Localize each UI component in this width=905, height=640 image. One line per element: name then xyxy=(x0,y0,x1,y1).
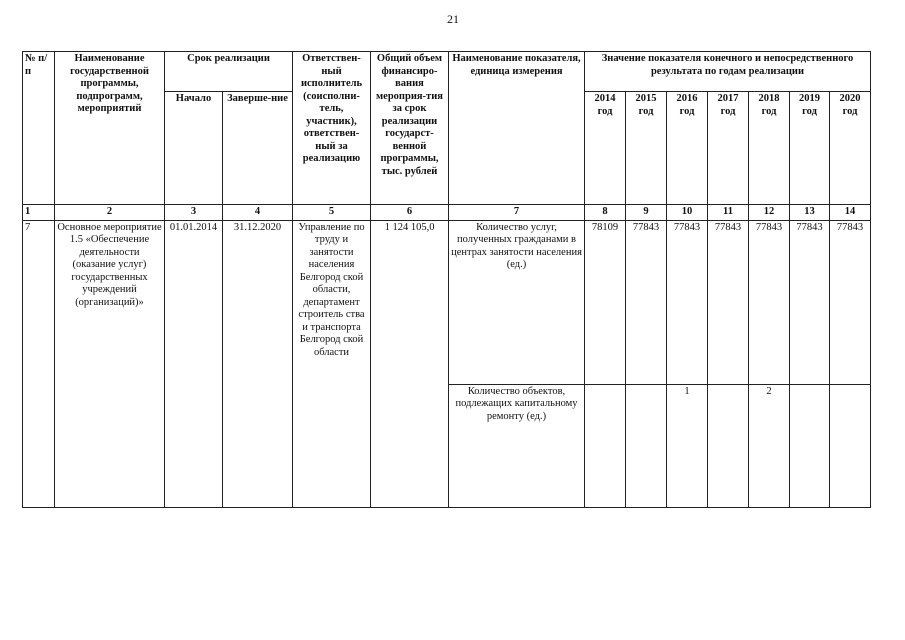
header-indicator-name: Наименование показателя, единица измерения xyxy=(449,52,585,205)
header-indicator-values: Значение показателя конечного и непосредственного результата по годам реализации xyxy=(585,52,871,92)
col-number: 5 xyxy=(293,205,371,221)
col-number: 6 xyxy=(371,205,449,221)
header-year-2015: 2015 год xyxy=(626,92,667,205)
column-number-row xyxy=(23,205,871,221)
col-number: 8 xyxy=(585,205,626,221)
header-year-2017: 2017 год xyxy=(708,92,749,205)
header-name: Наименование государственной программы, подпрограмм, мероприятий xyxy=(55,52,165,205)
value-2016: 77843 xyxy=(667,220,708,384)
col-number: 1 xyxy=(23,205,55,221)
value-2016: 1 xyxy=(667,384,708,507)
value-2019 xyxy=(790,384,830,507)
col-number: 9 xyxy=(626,205,667,221)
header-num: № п/п xyxy=(23,52,55,205)
value-2015 xyxy=(626,384,667,507)
value-2017: 77843 xyxy=(708,220,749,384)
value-2018: 2 xyxy=(749,384,790,507)
indicator-name-2: Количество объектов, подлежащих капитальному ремонту (ед.) xyxy=(449,384,585,507)
indicator-name-1: Количество услуг, полученных гражданами в центрах занятости населения (ед.) xyxy=(449,220,585,384)
program-table xyxy=(22,51,871,508)
col-number: 10 xyxy=(667,205,708,221)
funding-total: 1 124 105,0 xyxy=(371,220,449,507)
header-row-1 xyxy=(23,52,871,92)
value-2017 xyxy=(708,384,749,507)
responsible-executor: Управление по труду и занятости населения Белгород ской области, департамент строитель ства и транспорта Белгород ской области xyxy=(293,220,371,507)
header-year-2019: 2019 год xyxy=(790,92,830,205)
value-2015: 77843 xyxy=(626,220,667,384)
table-row xyxy=(23,220,871,384)
col-number: 7 xyxy=(449,205,585,221)
page-number: 21 xyxy=(447,12,459,26)
header-funding: Общий объем финансиро-вания мероприя-тия за срок реализации государст-венной программы, тыс. рублей xyxy=(371,52,449,205)
col-number: 13 xyxy=(790,205,830,221)
col-number: 4 xyxy=(223,205,293,221)
header-end: Заверше-ние xyxy=(223,92,293,205)
col-number: 3 xyxy=(165,205,223,221)
value-2020 xyxy=(830,384,871,507)
row-number: 7 xyxy=(23,220,55,507)
end-date: 31.12.2020 xyxy=(223,220,293,507)
start-date: 01.01.2014 xyxy=(165,220,223,507)
value-2018: 77843 xyxy=(749,220,790,384)
header-year-2016: 2016 год xyxy=(667,92,708,205)
header-year-2014: 2014 год xyxy=(585,92,626,205)
col-number: 2 xyxy=(55,205,165,221)
header-start: Начало xyxy=(165,92,223,205)
value-2014: 78109 xyxy=(585,220,626,384)
col-number: 14 xyxy=(830,205,871,221)
col-number: 12 xyxy=(749,205,790,221)
value-2019: 77843 xyxy=(790,220,830,384)
header-year-2018: 2018 год xyxy=(749,92,790,205)
header-period: Срок реализации xyxy=(165,52,293,92)
header-responsible: Ответствен-ный исполнитель (соисполни-тель, участник), ответствен-ный за реализацию xyxy=(293,52,371,205)
value-2014 xyxy=(585,384,626,507)
value-2020: 77843 xyxy=(830,220,871,384)
header-year-2020: 2020 год xyxy=(830,92,871,205)
col-number: 11 xyxy=(708,205,749,221)
measure-name: Основное мероприятие 1.5 «Обеспечение деятельности (оказание услуг) государственных учреждений (организаций)» xyxy=(55,220,165,507)
